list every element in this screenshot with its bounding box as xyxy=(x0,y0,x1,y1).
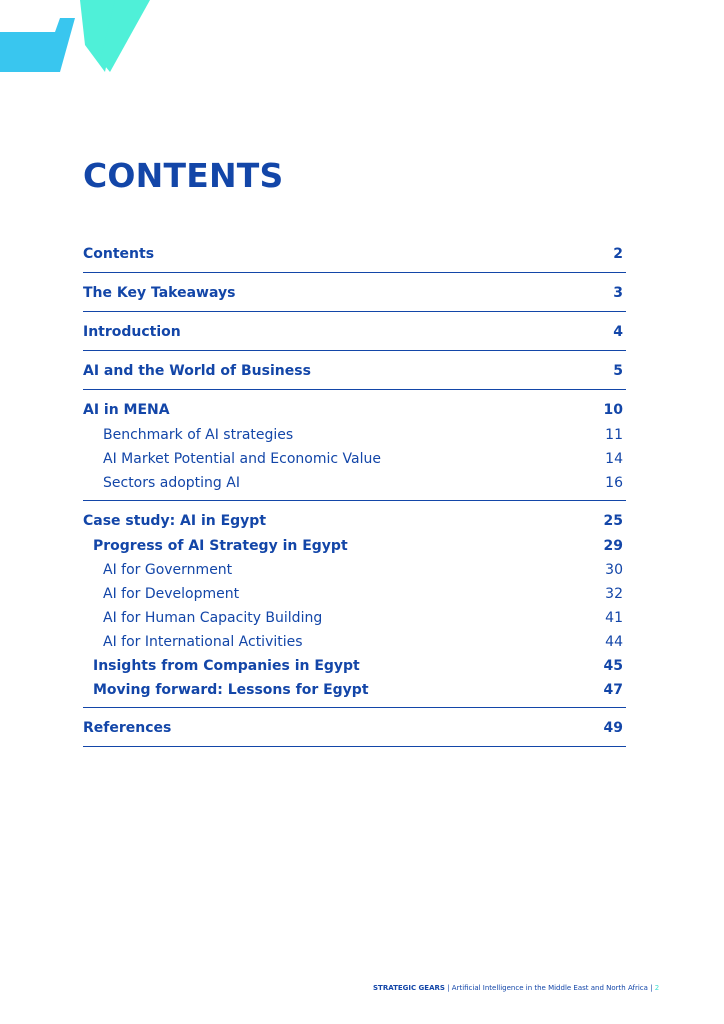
toc-entry-label: References xyxy=(83,720,172,736)
toc-entry-page-number: 47 xyxy=(603,682,623,698)
toc-entry-label: AI for Government xyxy=(103,562,233,578)
toc-entry-page-number: 10 xyxy=(603,402,623,418)
toc-entry[interactable] xyxy=(83,534,626,558)
toc-entry-page-number: 16 xyxy=(605,475,623,491)
brand-logo-mark xyxy=(0,0,160,80)
toc-entry-label: Contents xyxy=(83,246,155,262)
table-of-contents xyxy=(83,241,626,754)
toc-section xyxy=(83,280,626,312)
toc-section xyxy=(83,241,626,273)
toc-entry[interactable] xyxy=(83,319,626,345)
toc-entry-label: The Key Takeaways xyxy=(83,285,236,301)
toc-section xyxy=(83,319,626,351)
toc-entry-label: AI for Development xyxy=(103,586,240,602)
toc-entry-label: Case study: AI in Egypt xyxy=(83,513,267,529)
toc-entry-page-number: 2 xyxy=(613,246,623,262)
logo-shape-blue xyxy=(0,18,75,72)
toc-entry-label: Insights from Companies in Egypt xyxy=(93,658,360,674)
footer-report-title: Artificial Intelligence in the Middle East and North Africa xyxy=(451,984,648,992)
footer-page-number: 2 xyxy=(654,984,660,992)
toc-entry-page-number: 3 xyxy=(613,285,623,301)
toc-entry[interactable] xyxy=(83,630,626,654)
toc-entry[interactable] xyxy=(83,280,626,306)
toc-entry-label: Benchmark of AI strategies xyxy=(103,427,294,443)
toc-section xyxy=(83,358,626,390)
toc-entry[interactable] xyxy=(83,606,626,630)
toc-entry[interactable] xyxy=(83,508,626,534)
toc-entry-label: Moving forward: Lessons for Egypt xyxy=(93,682,369,698)
page-footer xyxy=(373,984,659,992)
page-title: CONTENTS xyxy=(83,156,284,195)
toc-section xyxy=(83,508,626,708)
toc-entry[interactable] xyxy=(83,582,626,606)
toc-entry-label: AI for Human Capacity Building xyxy=(103,610,323,626)
toc-entry[interactable] xyxy=(83,471,626,495)
toc-entry-page-number: 29 xyxy=(603,538,623,554)
toc-entry[interactable] xyxy=(83,397,626,423)
toc-entry-page-number: 41 xyxy=(605,610,623,626)
toc-entry[interactable] xyxy=(83,715,626,741)
toc-entry[interactable] xyxy=(83,358,626,384)
toc-entry-label: AI for International Activities xyxy=(103,634,303,650)
footer-brand: STRATEGIC GEARS xyxy=(373,984,445,992)
toc-entry-label: Progress of AI Strategy in Egypt xyxy=(93,538,348,554)
toc-entry-page-number: 11 xyxy=(605,427,623,443)
footer-separator: | xyxy=(650,984,653,992)
toc-entry-page-number: 4 xyxy=(613,324,623,340)
toc-section xyxy=(83,397,626,501)
toc-entry[interactable] xyxy=(83,558,626,582)
toc-entry[interactable] xyxy=(83,654,626,678)
toc-entry-page-number: 25 xyxy=(603,513,623,529)
toc-entry[interactable] xyxy=(83,678,626,702)
toc-entry-label: AI and the World of Business xyxy=(83,363,311,379)
toc-entry[interactable] xyxy=(83,423,626,447)
toc-entry-label: Introduction xyxy=(83,324,181,340)
toc-entry-page-number: 45 xyxy=(603,658,623,674)
toc-entry-page-number: 49 xyxy=(603,720,623,736)
toc-entry-page-number: 14 xyxy=(605,451,623,467)
footer-separator: | xyxy=(447,984,450,992)
toc-entry-page-number: 32 xyxy=(605,586,623,602)
toc-entry-page-number: 5 xyxy=(613,363,623,379)
toc-entry-label: AI in MENA xyxy=(83,402,170,418)
toc-entry-label: Sectors adopting AI xyxy=(103,475,240,491)
toc-entry-page-number: 30 xyxy=(605,562,623,578)
toc-entry-page-number: 44 xyxy=(605,634,623,650)
toc-entry[interactable] xyxy=(83,241,626,267)
toc-section xyxy=(83,715,626,747)
toc-entry-label: AI Market Potential and Economic Value xyxy=(103,451,381,467)
toc-entry[interactable] xyxy=(83,447,626,471)
